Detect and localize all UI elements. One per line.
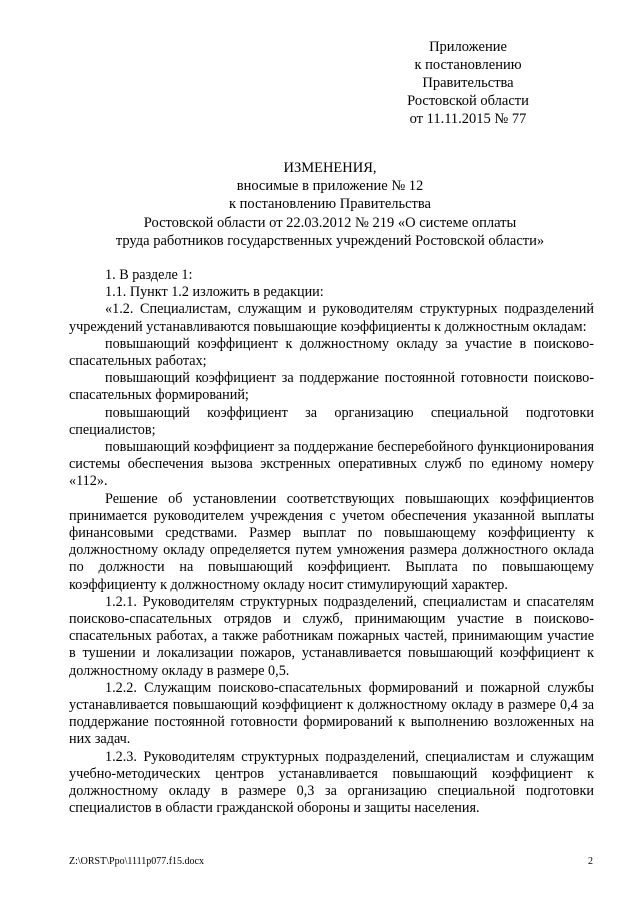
paragraph: повышающий коэффициент к должностному окладу за участие в поисково-спасательных работах; xyxy=(69,335,594,370)
paragraph: повышающий коэффициент за организацию специальной подготовки специалистов; xyxy=(69,404,594,438)
title-line: вносимые в приложение № 12 xyxy=(236,178,424,195)
appendix-block xyxy=(368,38,568,128)
paragraph: 1.2.3. Руководителям структурных подразделений, специалистам и служащим учебно-методических центров устанавливается повышающий коэффициент к должностному окладу в размере 0,3 за организацию специальной подготовки специалистов в области гражданской обороны и защиты населения. xyxy=(69,748,594,817)
title-line: к постановлению Правительства xyxy=(229,196,431,213)
appendix-line: Ростовской области xyxy=(407,93,529,109)
appendix-line: от 11.11.2015 № 77 xyxy=(409,111,527,127)
document-body xyxy=(69,267,594,818)
paragraph: 1.2.1. Руководителям структурных подразделений, специалистам и спасателям поисково-спасательных отрядов и служб, принимающим участие в поисково-спасательных работах, а также работникам пожарных частей, принимающим участие в тушении и локализации пожаров, устанавливается повышающий коэффициент к должностному окладу в размере 0,5. xyxy=(69,593,594,679)
appendix-line: Приложение xyxy=(429,39,507,55)
appendix-line: к постановлению xyxy=(414,57,522,73)
paragraph: 1.2.2. Служащим поисково-спасательных формирований и пожарной службы устанавливается повышающий коэффициент к должностному окладу в размере 0,4 за поддержание постоянной готовности формирований к выполнению возложенных на них задач. xyxy=(69,679,594,748)
paragraph: «1.2. Специалистам, служащим и руководителям структурных подразделений учреждений устанавливаются повышающие коэффициенты к должностным окладам: xyxy=(69,301,594,335)
paragraph: повышающий коэффициент за поддержание бесперебойного функционирования системы обеспечения вызова экстренных оперативных служб по единому номеру «112». xyxy=(69,439,594,490)
paragraph: 1.1. Пункт 1.2 изложить в редакции: xyxy=(105,284,324,301)
document-title xyxy=(60,159,600,250)
title-line: Ростовской области от 22.03.2012 № 219 «О системе оплаты xyxy=(143,214,517,231)
footer-file-path: Z:\ORST\Ppo\1111p077.f15.docx xyxy=(69,856,204,867)
title-heading: ИЗМЕНЕНИЯ, xyxy=(283,160,377,176)
title-line: труда работников государственных учреждений Ростовской области» xyxy=(115,232,545,249)
appendix-line: Правительства xyxy=(422,75,514,91)
paragraph: 1. В разделе 1: xyxy=(105,267,193,283)
paragraph: Решение об установлении соответствующих повышающих коэффициентов принимается руководителем учреждения с учетом обеспечения указанной выплаты финансовыми средствами. Размер выплат по повышающему коэффициенту к должностному окладу определяется путем умножения размера должностного оклада по должности на повышающий коэффициент. Выплата по повышающему коэффициенту к должностному окладу носит стимулирующий характер. xyxy=(69,490,594,593)
paragraph: повышающий коэффициент за поддержание постоянной готовности поисково-спасательных формирований; xyxy=(69,370,594,404)
page-number: 2 xyxy=(588,856,593,867)
